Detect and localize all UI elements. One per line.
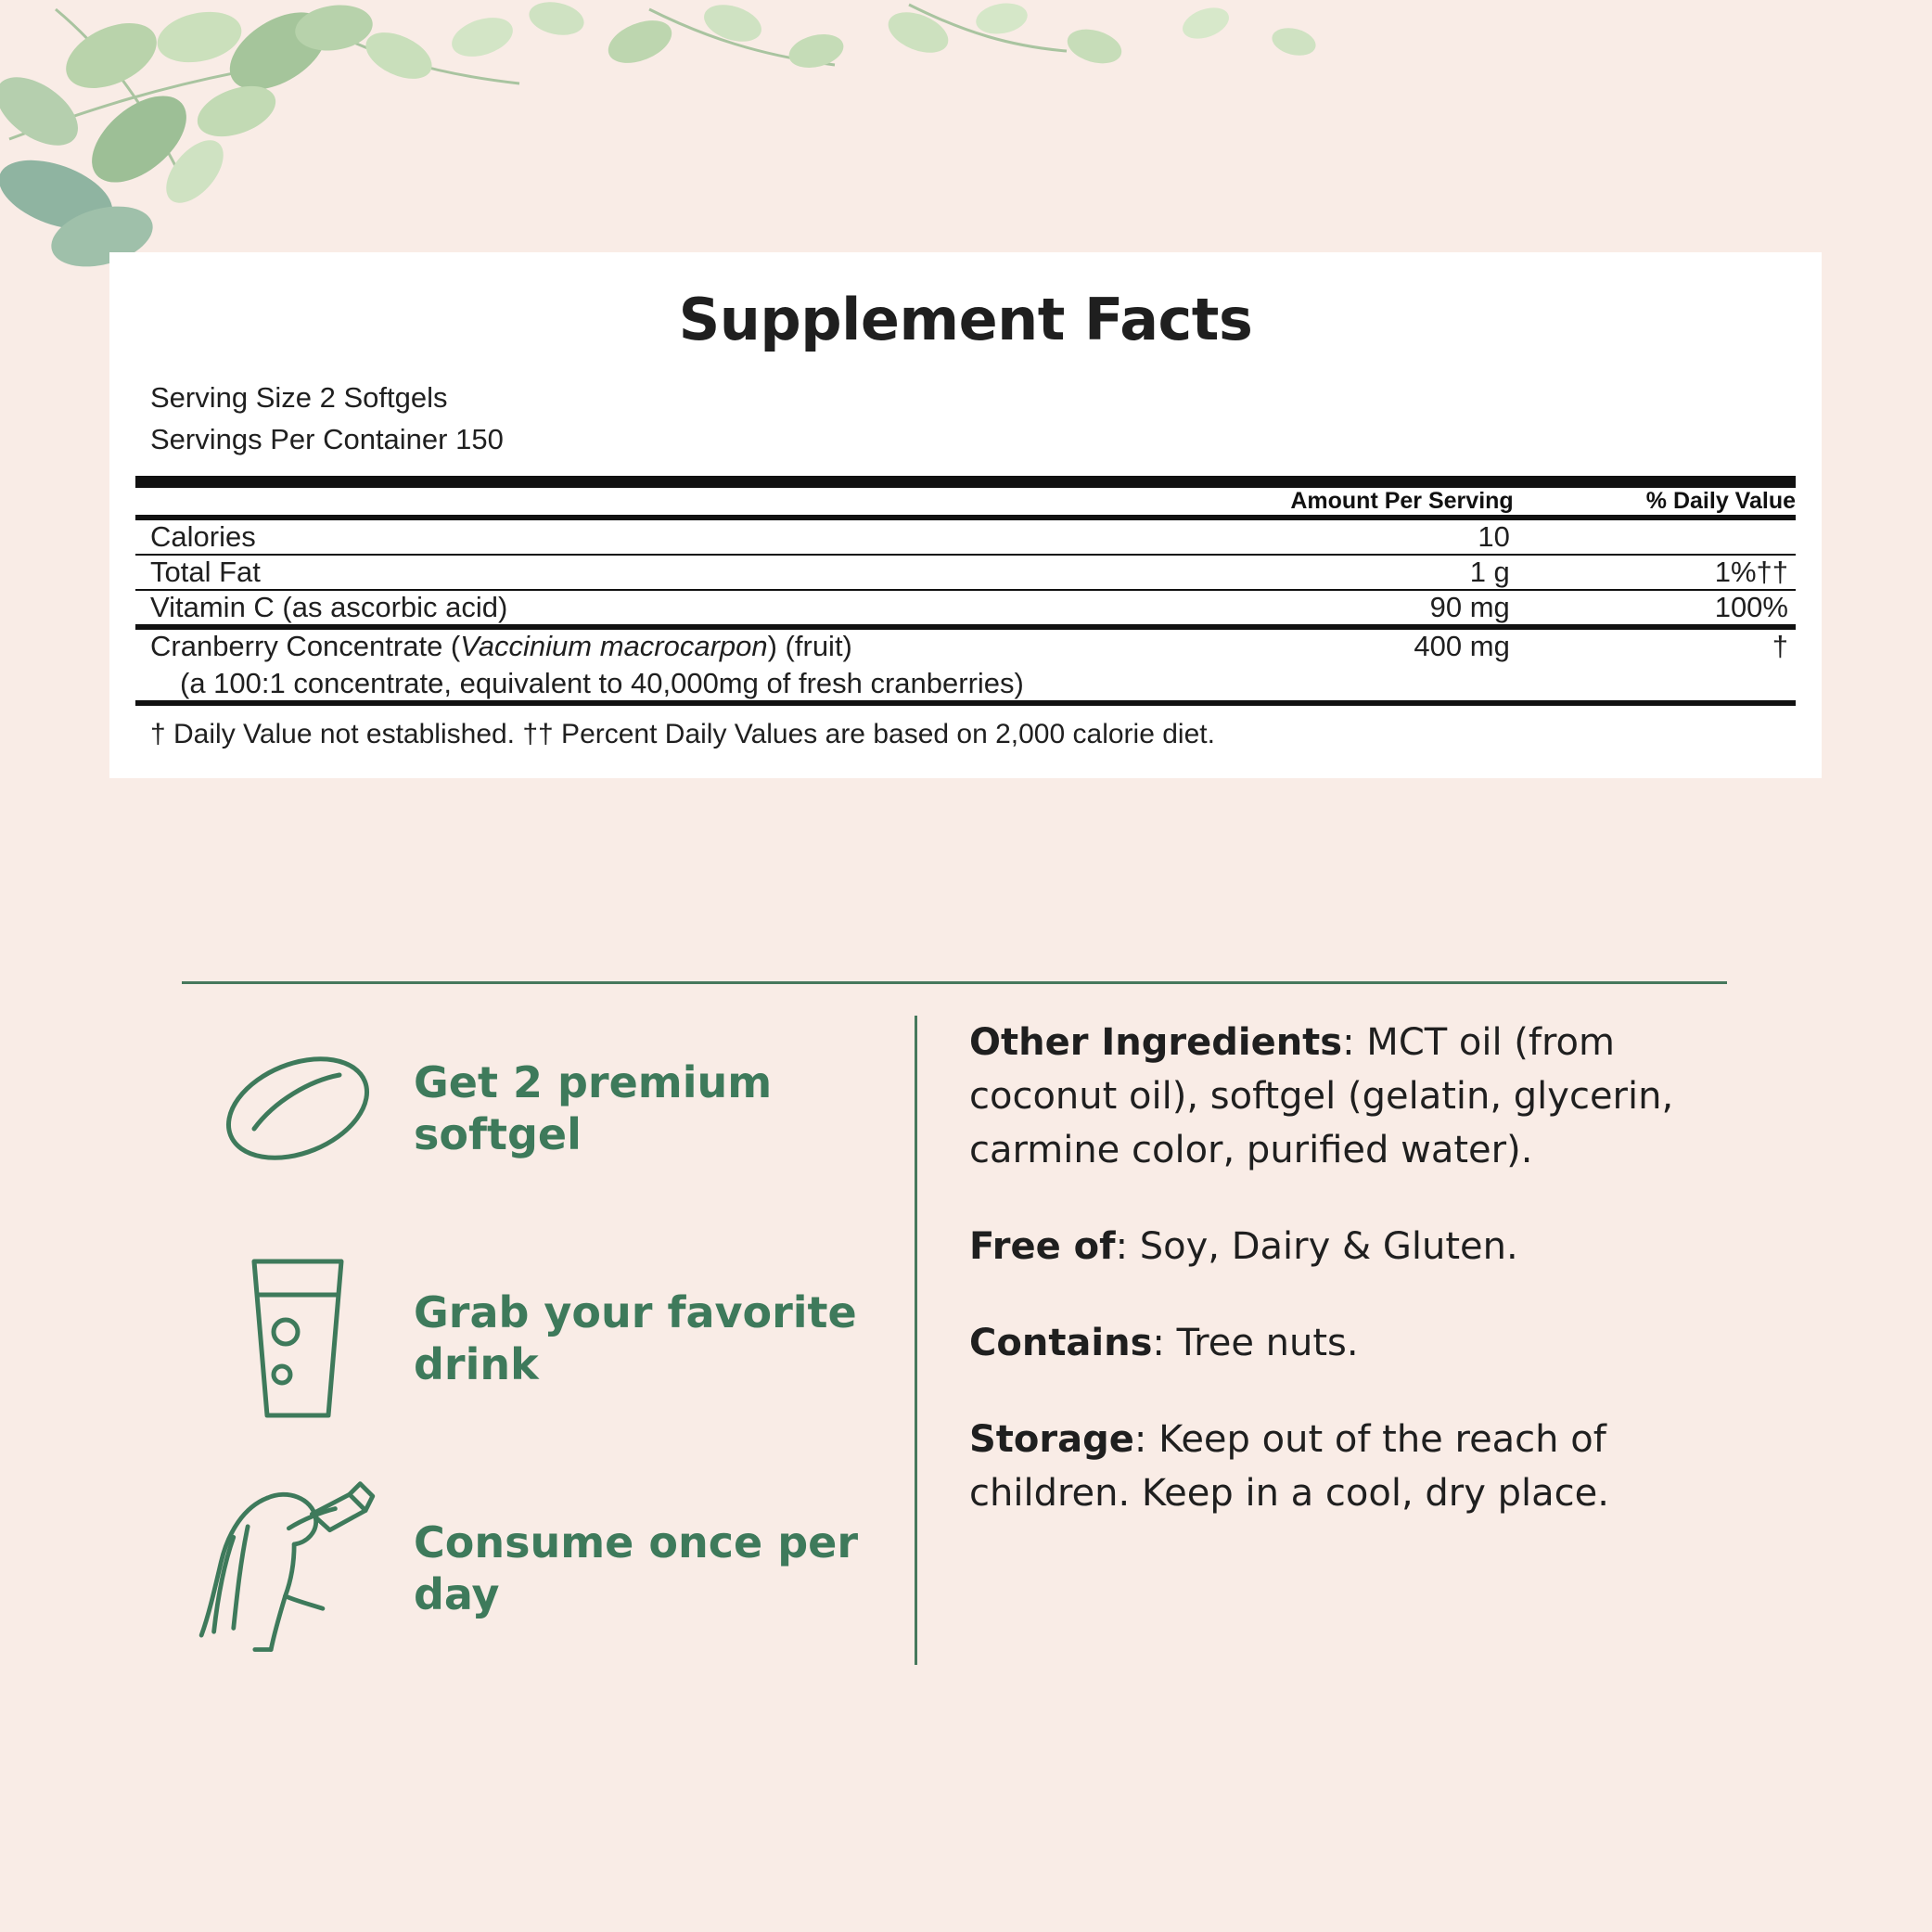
person-drinking-icon	[182, 1471, 414, 1666]
row-name: Vitamin C (as ascorbic acid)	[150, 590, 508, 623]
row-dv: 100%	[1714, 590, 1788, 623]
contains	[969, 1316, 1759, 1370]
serving-size: Serving Size 2 Softgels	[150, 381, 448, 414]
row-amount: 1 g	[1133, 555, 1510, 590]
cranberry-latin-name: Vaccinium macrocarpon	[460, 629, 768, 662]
table-row	[135, 555, 1796, 590]
row-name-cranberry	[135, 630, 1133, 700]
header-daily-value: % Daily Value	[1645, 487, 1796, 514]
page-title: Supplement Facts	[678, 286, 1253, 353]
steps-column	[182, 1016, 915, 1706]
supplement-facts-panel	[109, 252, 1822, 778]
storage-text: : Keep out of the reach of children. Keep in a cool, dry place.	[969, 1418, 1609, 1515]
table-row	[135, 590, 1796, 624]
table-row	[135, 520, 1796, 555]
footnote: † Daily Value not established. †† Percent Daily Values are based on 2,000 calorie diet.	[150, 718, 1215, 749]
header-spacer	[135, 488, 1132, 515]
divider-thick-top	[135, 476, 1796, 488]
storage-label: Storage	[969, 1418, 1134, 1461]
contains-label: Contains	[969, 1322, 1153, 1364]
row-dv: †	[1772, 629, 1788, 662]
header-amount: Amount Per Serving	[1290, 487, 1514, 514]
usage-section	[182, 981, 1759, 1706]
water-glass-icon	[182, 1250, 414, 1427]
cranberry-name-post: ) (fruit)	[767, 629, 852, 662]
table-header-row	[135, 488, 1796, 515]
free-of	[969, 1220, 1759, 1273]
storage	[969, 1413, 1759, 1520]
step-label: Consume once per day	[414, 1516, 859, 1619]
step-label: Get 2 premium softgel	[414, 1056, 773, 1159]
row-name: Total Fat	[135, 555, 1133, 590]
nutrition-table	[135, 488, 1796, 515]
softgel-icon	[182, 1043, 414, 1173]
step-label: Grab your favorite drink	[414, 1286, 857, 1389]
highlight-rows	[135, 630, 1796, 700]
free-of-text: : Soy, Dairy & Gluten.	[1115, 1225, 1518, 1268]
other-ingredients-label: Other Ingredients	[969, 1021, 1343, 1064]
contains-text: : Tree nuts.	[1152, 1322, 1359, 1364]
free-of-label: Free of	[969, 1225, 1116, 1268]
cranberry-name-pre: Cranberry Concentrate (	[150, 629, 461, 662]
other-ingredients-text: : MCT oil (from coconut oil), softgel (gelatin, glycerin, carmine color, purified water).	[969, 1021, 1674, 1171]
row-dv: 1%††	[1510, 555, 1796, 590]
table-row-cranberry	[135, 630, 1796, 700]
row-name: Calories	[135, 520, 1133, 555]
info-column	[917, 1016, 1759, 1706]
row-amount: 10	[1133, 520, 1510, 555]
row-dv	[1510, 520, 1796, 555]
row-amount: 400 mg	[1414, 629, 1510, 662]
other-ingredients	[969, 1016, 1759, 1177]
servings-per-container: Servings Per Container 150	[150, 422, 504, 455]
row-amount: 90 mg	[1429, 590, 1510, 623]
step-item	[182, 1246, 896, 1431]
step-item	[182, 1016, 896, 1201]
step-item	[182, 1476, 896, 1661]
cranberry-subtext: (a 100:1 concentrate, equivalent to 40,000mg of fresh cranberries)	[180, 666, 1024, 699]
nutrient-rows	[135, 520, 1796, 624]
section-divider	[182, 981, 1727, 984]
